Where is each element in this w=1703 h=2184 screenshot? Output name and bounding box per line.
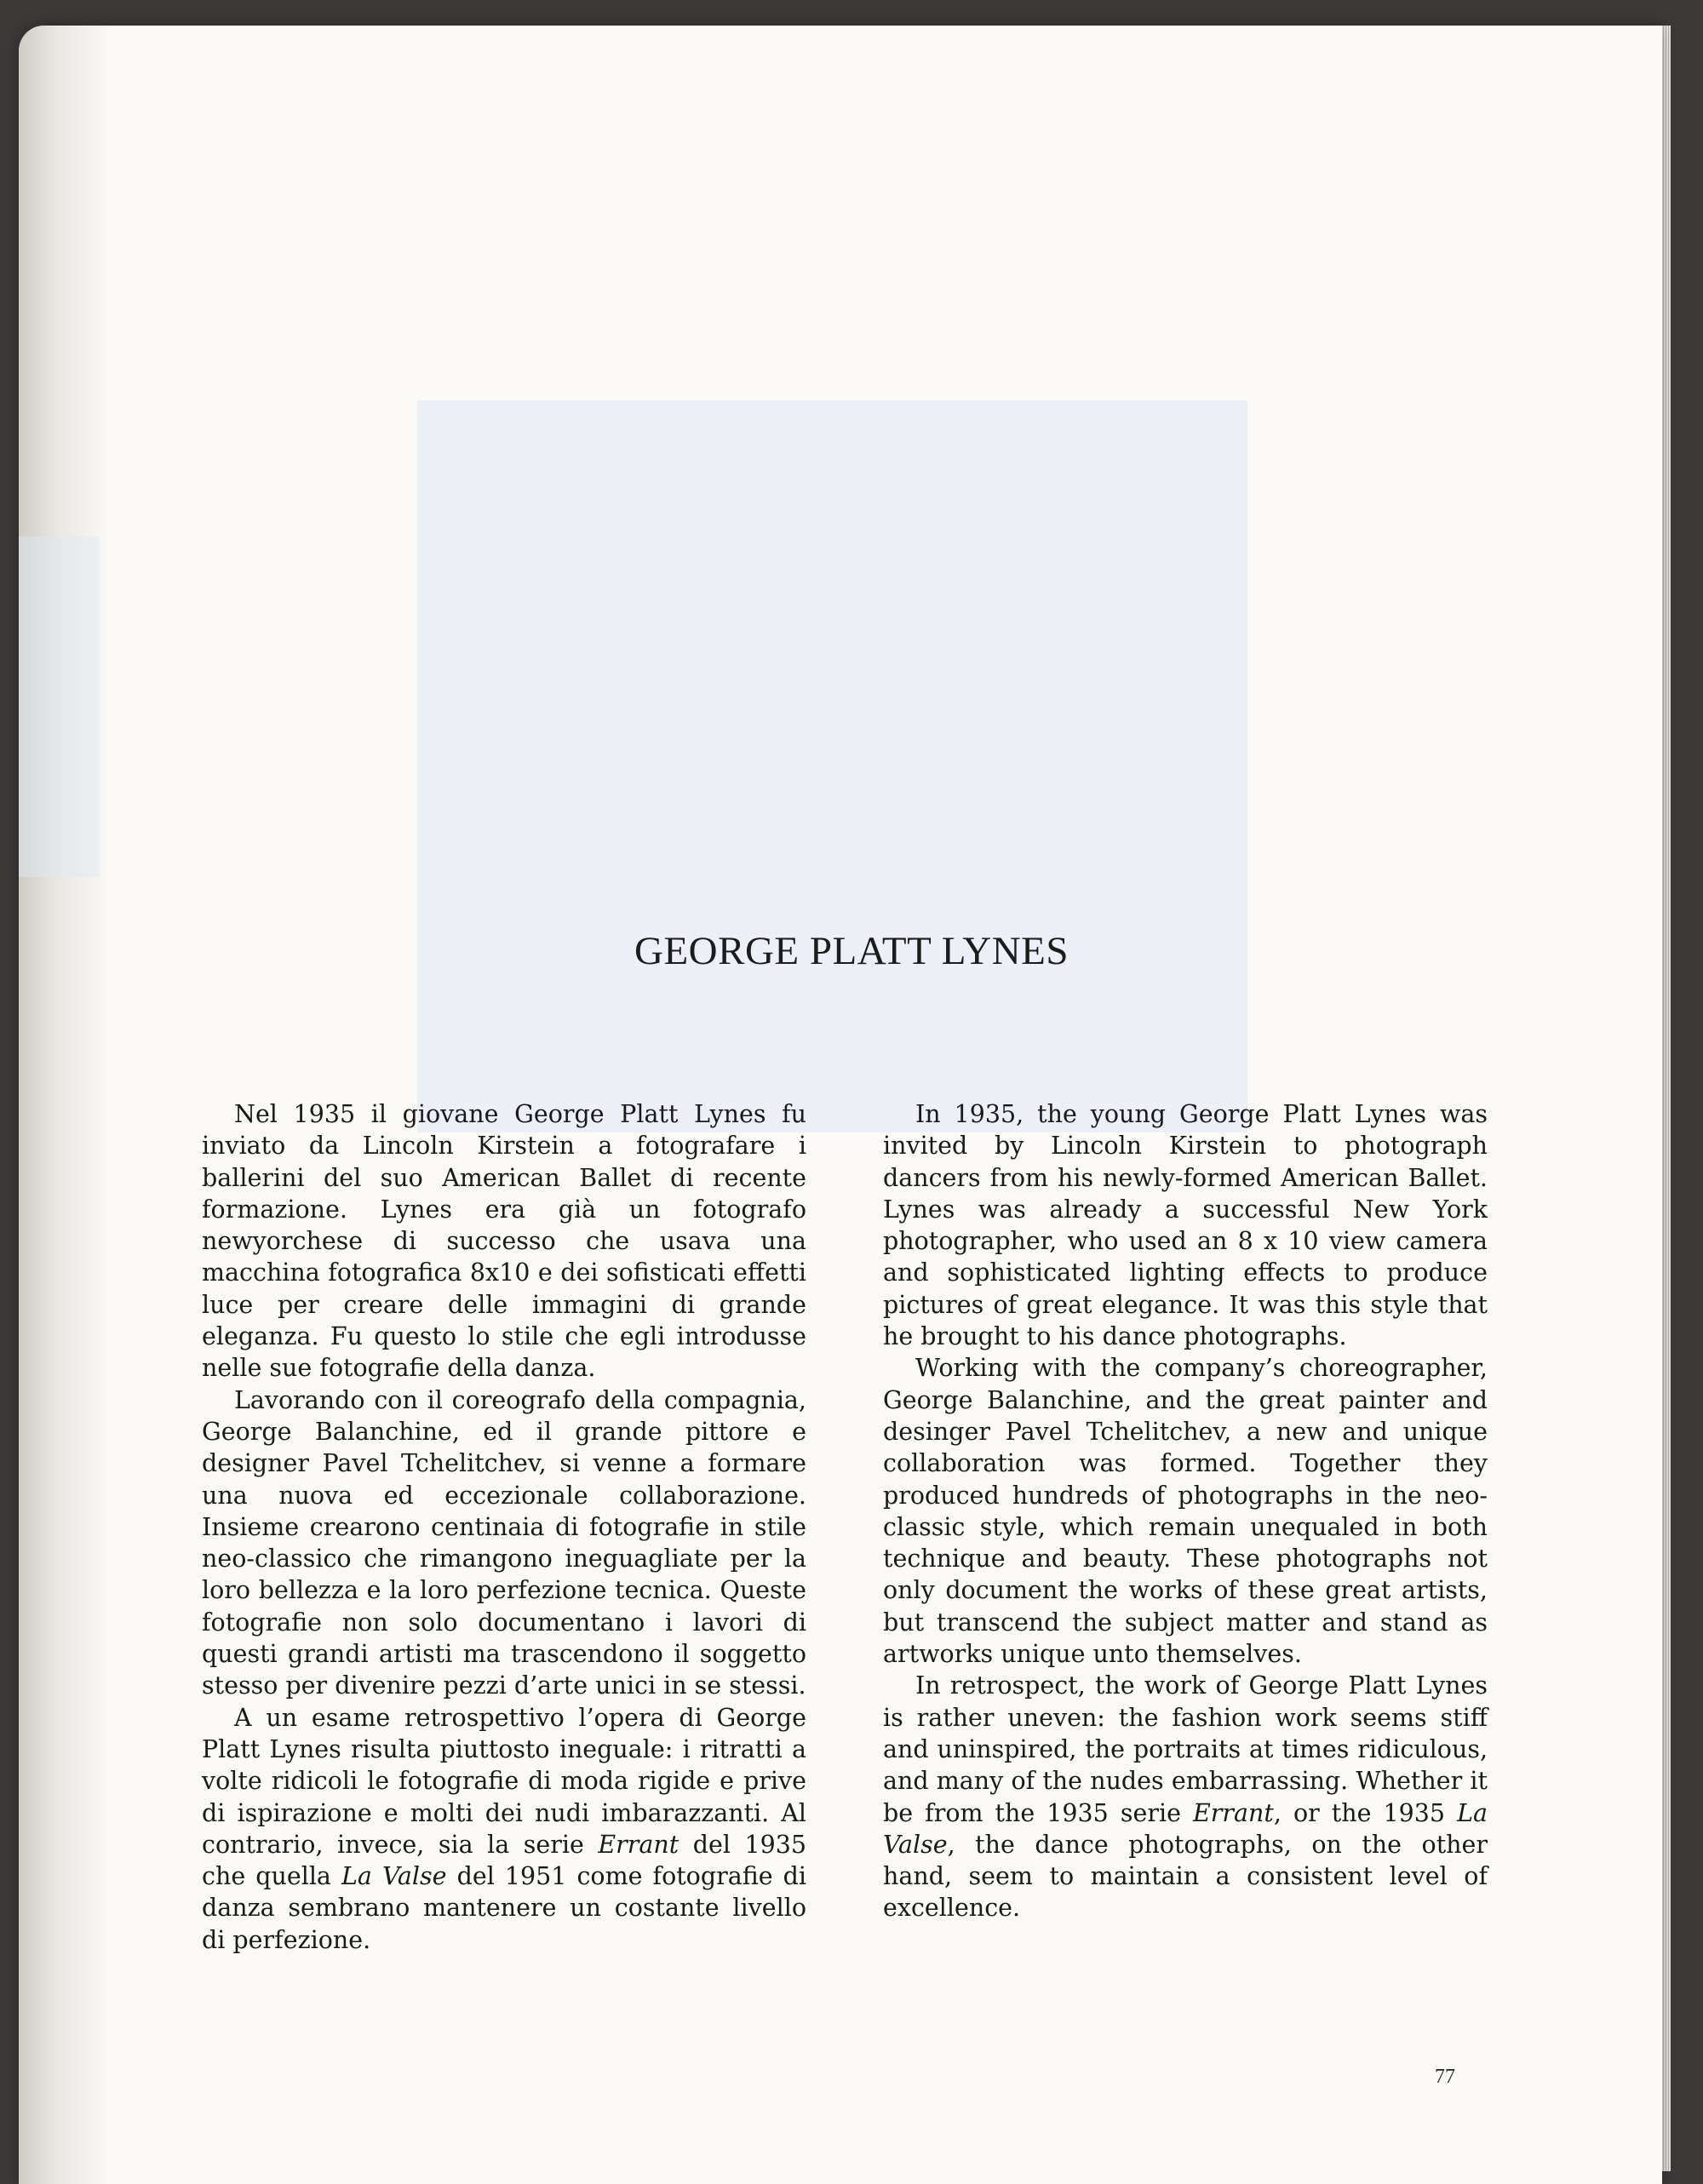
italian-column [202, 1098, 806, 1956]
page-number: 77 [1435, 2066, 1455, 2088]
italian-p3-text-a: A un esame retrospettivo l’opera di George Platt Lynes risulta piuttosto ineguale: i ritratti a volte ridicoli le fotografie di moda rigide e prive di ispirazione e molti dei nudi imbarazzanti. Al contrario, invece, sia la serie [202, 1703, 806, 1859]
english-paragraph-1: In 1935, the young George Platt Lynes was invited by Lincoln Kirstein to photograph dancers from his newly-formed American Ballet. Lynes was already a successful New York photographer, who used an 8 x 10 view camera and sophisticated lighting effects to produce pictures of great elegance. It was this style that he brought to his dance photographs. [883, 1100, 1488, 1351]
english-paragraph-2: Working with the company’s choreographer, George Balanchine, and the great painter and desinger Pavel Tchelitchev, a new and unique collaboration was formed. Together they produced hundreds of photographs in the neo-classic style, which remain unequaled in both technique and beauty. These photographs not only document the works of these great artists, but transcend the subject matter and stand as artworks unique unto themselves. [883, 1354, 1488, 1669]
english-lavalse-title: La Valse [883, 1798, 1488, 1859]
english-paragraph-3 [883, 1670, 1488, 1923]
page-gutter [19, 26, 112, 2184]
english-column [883, 1098, 1488, 1924]
italian-p3-text-b: del 1935 che quella [202, 1830, 807, 1891]
italian-errant-title: Errant [598, 1830, 679, 1859]
photo-show-through [417, 400, 1247, 1132]
italian-paragraph-3 [202, 1702, 806, 1956]
italian-p3-text-c: del 1951 come fotografie di danza sembrano mantenere un costante livello di perfezione. [202, 1862, 806, 1954]
italian-lavalse-title: La Valse [341, 1862, 447, 1891]
english-p3-text-c: , the dance photographs, on the other hand, seem to maintain a consistent level of excellence. [883, 1830, 1488, 1923]
page-title: GEORGE PLATT LYNES [634, 929, 1069, 973]
english-p3-text-b: , or the 1935 [1273, 1798, 1458, 1827]
english-errant-title: Errant [1192, 1798, 1274, 1827]
english-p3-text-a: In retrospect, the work of George Platt Lynes is rather uneven: the fashion work seems stiff and uninspired, the portraits at times ridiculous, and many of the nudes embarrassing. Whether it be from the 1935 serie [883, 1671, 1488, 1827]
show-through-left [19, 536, 100, 877]
italian-paragraph-2: Lavorando con il coreografo della compagnia, George Balanchine, ed il grande pittore e designer Pavel Tchelitchev, si venne a formare una nuova ed eccezionale collaborazione. Insieme crearono centinaia di fotografie in stile neo-classico che rimangono ineguagliate per la loro bellezza e la loro perfezione tecnica. Queste fotografie non solo documentano i lavori di questi grandi artisti ma trascendono il soggetto stesso per divenire pezzi d’arte unici in se stessi. [202, 1385, 806, 1700]
italian-paragraph-1: Nel 1935 il giovane George Platt Lynes fu inviato da Lincoln Kirstein a fotografare i ballerini del suo American Ballet di recente formazione. Lynes era già un fotografo newyorchese di successo che usava una macchina fotografica 8x10 e dei sofisticati effetti luce per creare delle immagini di grande eleganza. Fu questo lo stile che egli introdusse nelle sue fotografie della danza. [202, 1100, 806, 1383]
